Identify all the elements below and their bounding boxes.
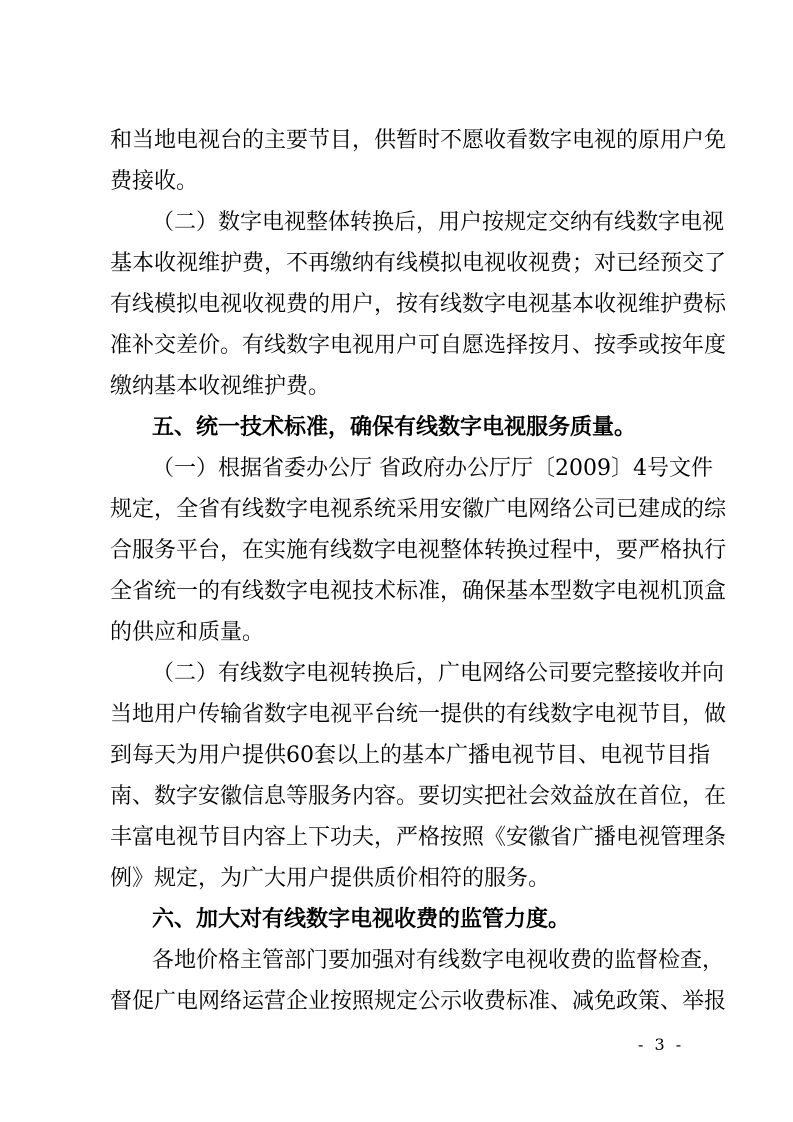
- paragraph-line: 的供应和质量。: [110, 620, 265, 645]
- paragraph-line: 当地用户传输省数字电视平台统一提供的有线数字电视节目，做: [110, 702, 727, 727]
- paragraph-line: 例》规定，为广大用户提供质价相符的服务。: [110, 866, 551, 891]
- paragraph-line: 合服务平台，在实施有线数字电视整体转换过程中，要严格执行: [110, 538, 727, 563]
- paragraph-line: 南、数字安徽信息等服务内容。要切实把社会效益放在首位，在: [110, 784, 727, 809]
- paragraph-line: 有线模拟电视收视费的用户，按有线数字电视基本收视维护费标: [110, 292, 727, 317]
- paragraph-line: 和当地电视台的主要节目，供暂时不愿收看数字电视的原用户免: [110, 128, 727, 153]
- paragraph-line: 费接收。: [110, 169, 199, 194]
- paragraph-line: 准补交差价。有线数字电视用户可自愿选择按月、按季或按年度: [110, 333, 727, 358]
- paragraph-line: （二）有线数字电视转换后，广电网络公司要完整接收并向: [152, 661, 725, 686]
- section-heading: 五、统一技术标准，确保有线数字电视服务质量。: [152, 415, 637, 440]
- paragraph-line: 基本收视维护费，不再缴纳有线模拟电视收视费；对已经预交了: [110, 251, 727, 276]
- paragraph-line: 督促广电网络运营企业按照规定公示收费标准、减免政策、举报: [110, 989, 727, 1014]
- section-heading: 六、加大对有线数字电视收费的监管力度。: [152, 907, 571, 932]
- paragraph-line: 丰富电视节目内容上下功夫，严格按照《安徽省广播电视管理条: [110, 825, 727, 850]
- paragraph-line: 各地价格主管部门要加强对有线数字电视收费的监督检查，: [152, 948, 725, 973]
- paragraph-line: 全省统一的有线数字电视技术标准，确保基本型数字电视机顶盒: [110, 579, 727, 604]
- paragraph-line: （一）根据省委办公厅 省政府办公厅厅〔2009〕4号文件: [152, 456, 713, 481]
- paragraph-line: 缴纳基本收视维护费。: [110, 374, 331, 399]
- paragraph-line: 到每天为用户提供60套以上的基本广播电视节目、电视节目指: [110, 743, 710, 768]
- paragraph-line: 规定，全省有线数字电视系统采用安徽广电网络公司已建成的综: [110, 497, 727, 522]
- page-number: - 3 -: [638, 1035, 685, 1054]
- paragraph-line: （二）数字电视整体转换后，用户按规定交纳有线数字电视: [152, 210, 725, 235]
